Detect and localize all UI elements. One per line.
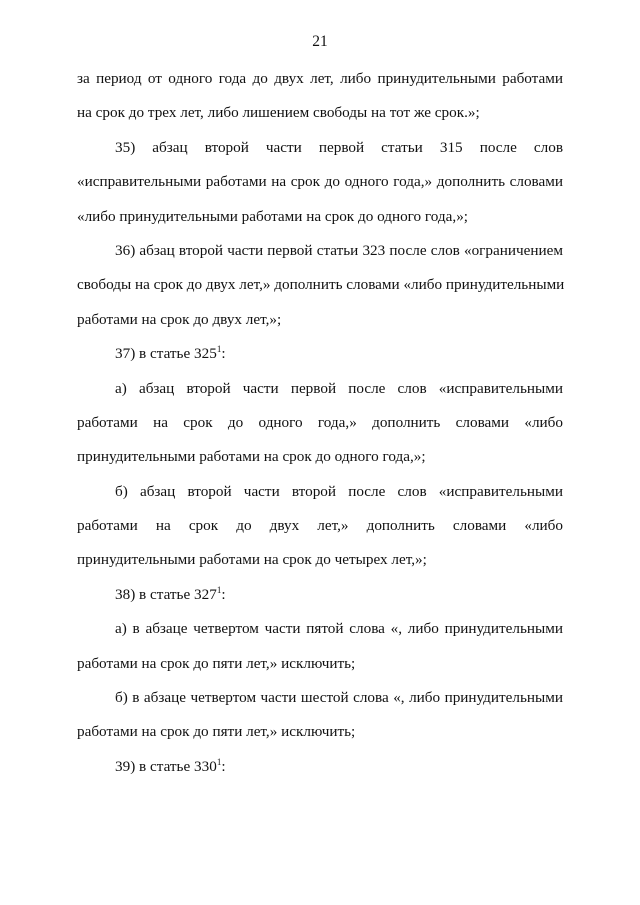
subparagraph-b-line: б) в абзаце четвертом части шестой слова «, либо принудительными	[115, 689, 563, 707]
superscript: 1	[216, 344, 222, 355]
superscript: 1	[216, 584, 222, 595]
subparagraph-b-line: б) абзац второй части второй после слов «исправительными	[115, 482, 563, 500]
text-line: работами на срок до пяти лет,» исключить;	[77, 654, 356, 672]
heading-text: 38) в статье 327	[115, 585, 217, 603]
document-body	[77, 62, 563, 784]
paragraph-35-line: 35) абзац второй части первой статьи 315 после слов	[115, 138, 563, 156]
heading-colon: :	[221, 585, 226, 603]
text-line: работами на срок до одного года,» дополнить словами «либо	[77, 413, 563, 431]
text-line: «исправительными работами на срок до одного года,» дополнить словами	[77, 173, 563, 191]
text-line: за период от одного года до двух лет, либо принудительными работами	[77, 70, 563, 87]
heading-text: 39) в статье 330	[115, 757, 217, 775]
text-line: работами на срок до пяти лет,» исключить;	[77, 723, 356, 741]
subparagraph-a-line: а) абзац второй части первой после слов «исправительными	[115, 379, 563, 397]
text-line: работами на срок до двух лет,» дополнить словами «либо	[77, 517, 563, 535]
paragraph-37-heading	[77, 337, 563, 371]
heading-colon: :	[221, 757, 226, 775]
subparagraph-a-line: а) в абзаце четвертом части пятой слова «, либо принудительными	[115, 620, 563, 638]
paragraph-36-line: 36) абзац второй части первой статьи 323 после слов «ограничением	[115, 241, 563, 259]
text-line: свободы на срок до двух лет,» дополнить словами «либо принудительными	[77, 276, 565, 294]
paragraph-38-heading	[77, 578, 563, 612]
text-line: «либо принудительными работами на срок до одного года,»;	[77, 207, 469, 225]
superscript: 1	[216, 756, 222, 767]
text-line: принудительными работами на срок до четырех лет,»;	[77, 551, 427, 569]
text-line: принудительными работами на срок до одного года,»;	[77, 448, 426, 466]
heading-text: 37) в статье 325	[115, 345, 217, 363]
text-line: на срок до трех лет, либо лишением свободы на тот же срок.»;	[77, 104, 480, 122]
paragraph-39-heading	[77, 750, 563, 784]
text-line: работами на срок до двух лет,»;	[77, 310, 282, 328]
heading-colon: :	[221, 345, 226, 363]
page-number: 21	[312, 33, 328, 50]
